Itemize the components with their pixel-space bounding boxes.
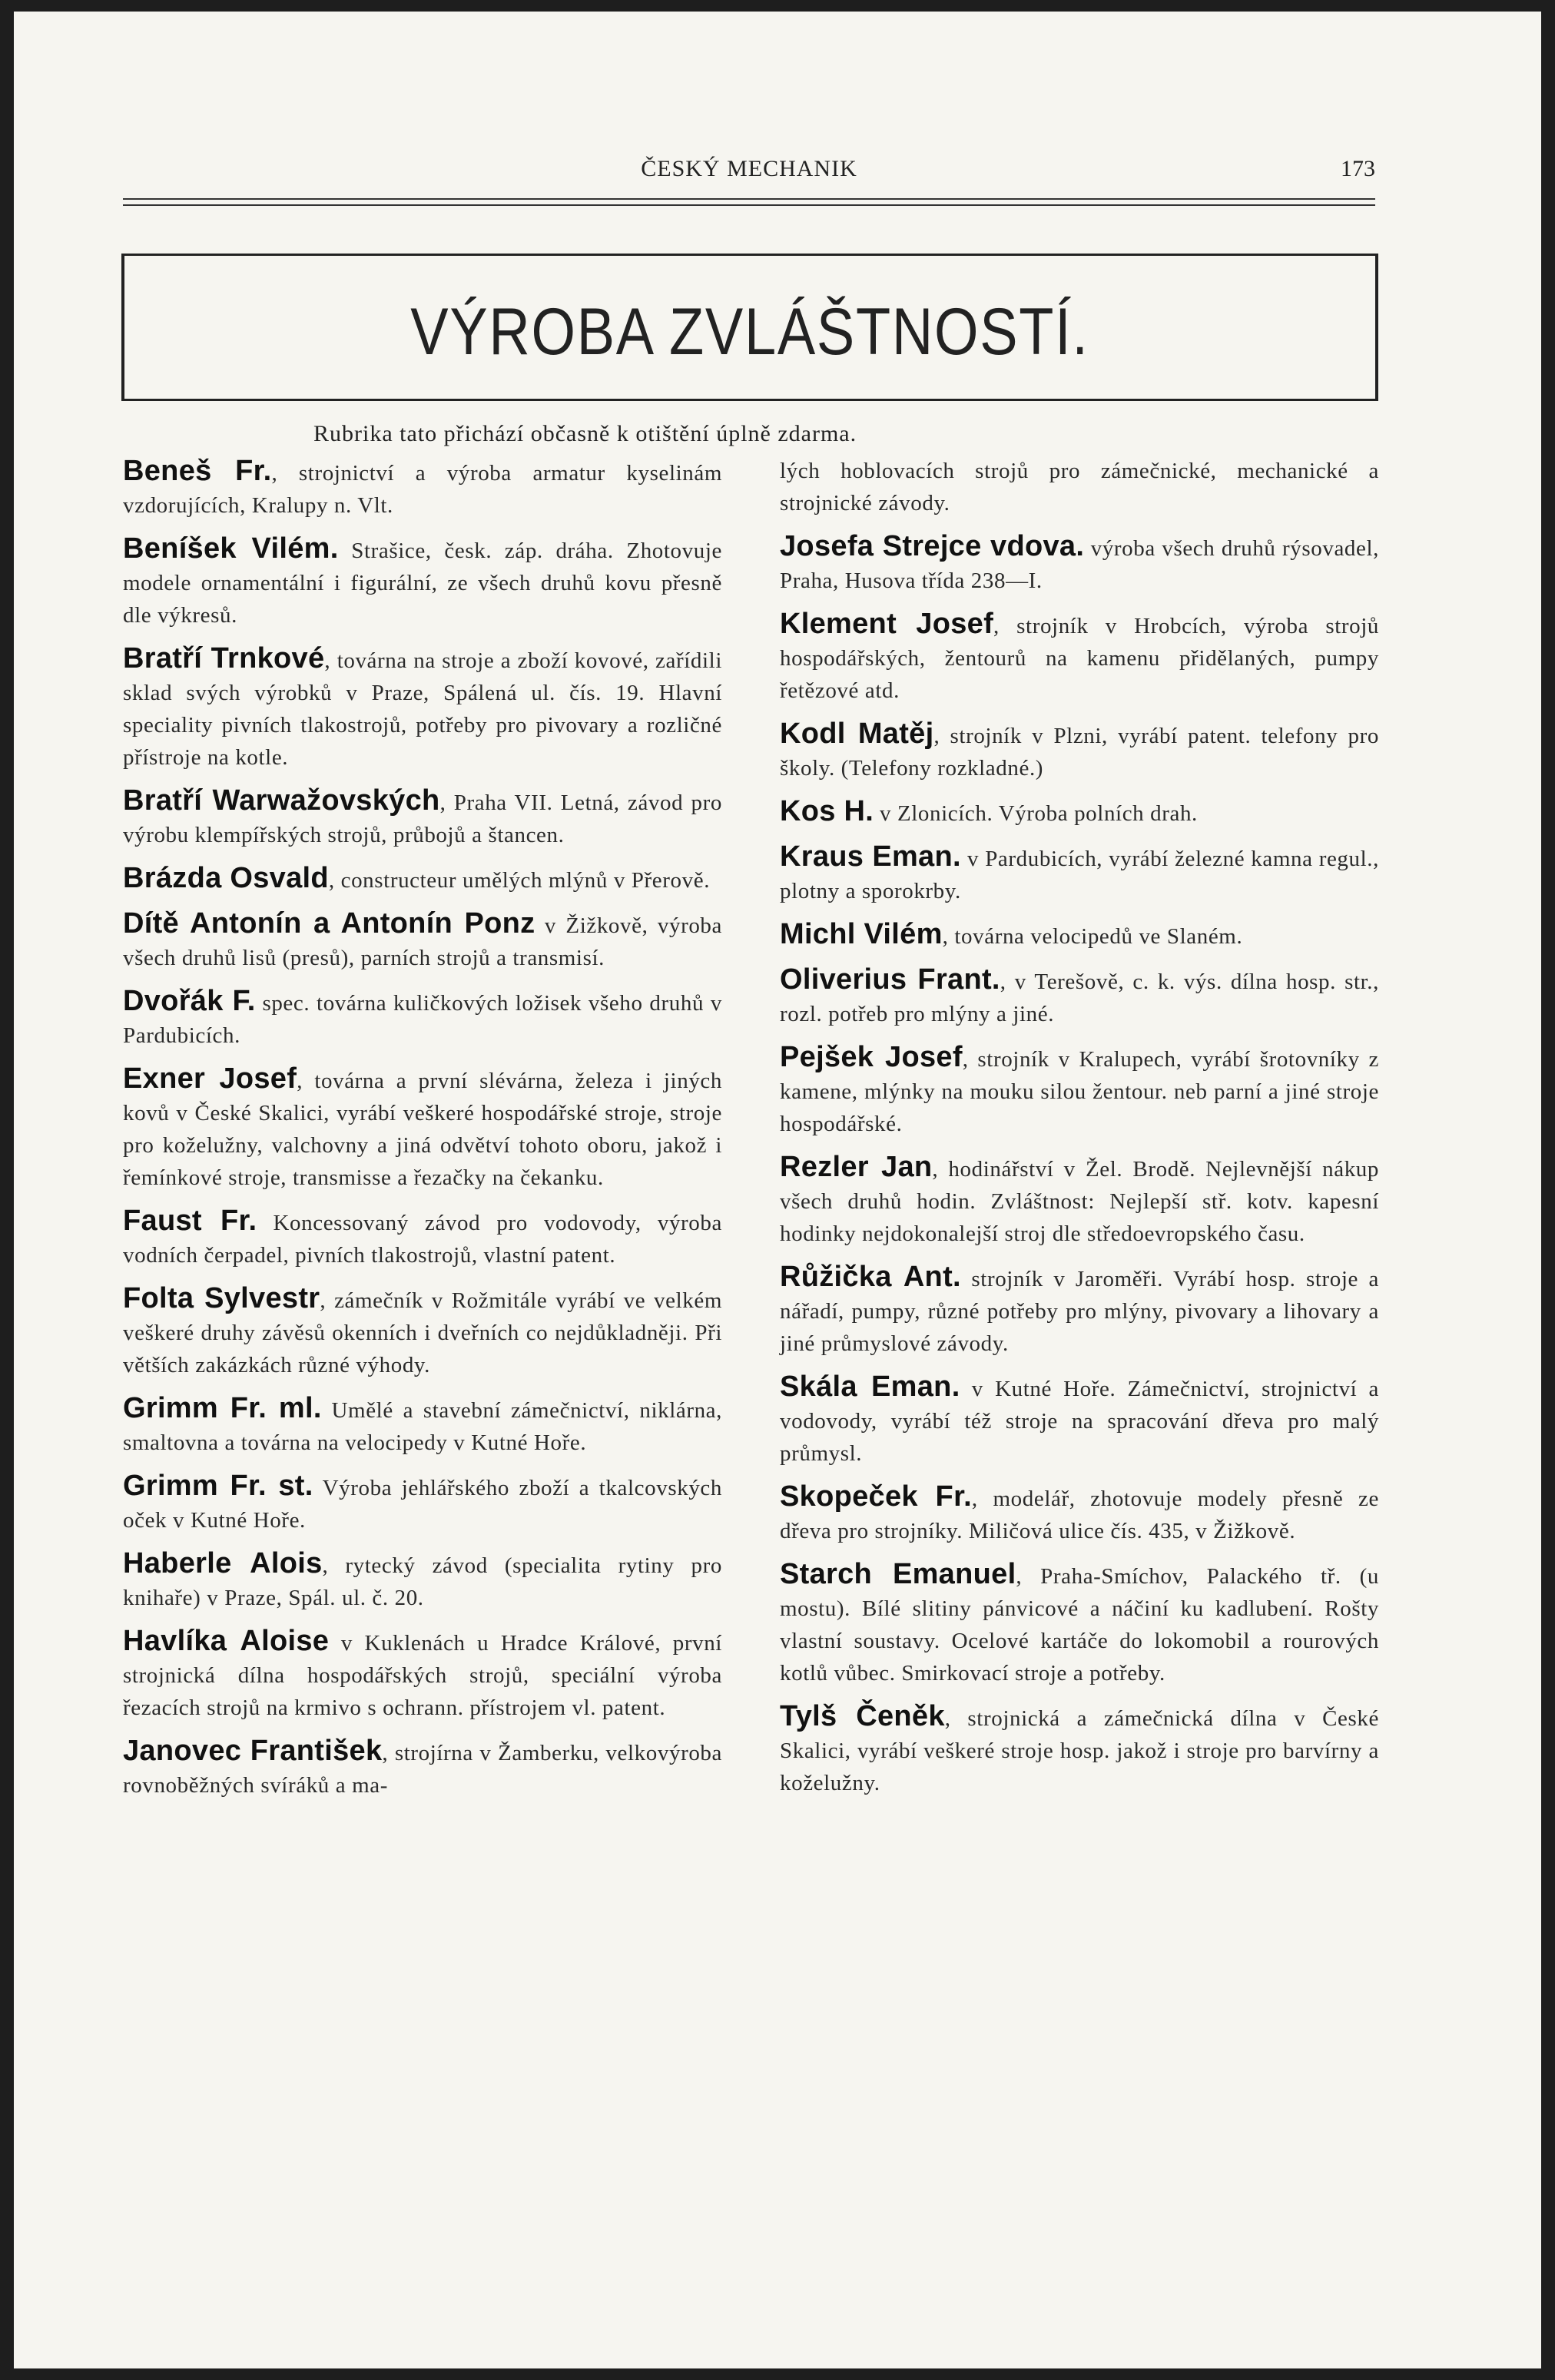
directory-entry xyxy=(780,1261,1379,1360)
page-number: 173 xyxy=(1341,156,1375,181)
entry-name: Oliverius Frant. xyxy=(780,963,1000,996)
entry-text: v Žižkově, výroba všech druhů lisů (presů), parních strojů a transmisí. xyxy=(123,913,722,970)
entry-text: , strojnictví a výroba armatur kyselinám vzdorujících, Kralupy n. Vlt. xyxy=(123,461,722,518)
entry-name: Kos H. xyxy=(780,795,874,827)
entry-name: Dvořák F. xyxy=(123,985,256,1017)
directory-entry xyxy=(780,963,1379,1030)
entry-name: Skopeček Fr. xyxy=(780,1480,972,1513)
running-title: ČESKÝ MECHANIK xyxy=(641,156,857,181)
entry-text: Strašice, česk. záp. dráha. Zhotovuje modele ornamentální i figurální, ze všech druhů kovu přesně dle výkresů. xyxy=(123,539,722,628)
entry-name: Janovec František xyxy=(123,1735,383,1767)
entry-name: Havlíka Aloise xyxy=(123,1625,330,1657)
left-column xyxy=(123,455,722,1812)
directory-entry xyxy=(123,985,722,1052)
entry-text: lých hoblovacích strojů pro zámečnické, mechanické a strojnické závody. xyxy=(780,459,1379,515)
directory-entry xyxy=(123,532,722,631)
directory-entry xyxy=(123,907,722,974)
entry-text: v Kuklenách u Hradce Králové, první strojnická dílna hospodářských strojů, speciální výroba řezacích strojů na krmivo s ochrann. přístrojem vl. patent. xyxy=(123,1631,723,1720)
entry-text: spec. továrna kuličkových ložisek všeho druhů v Pardubicích. xyxy=(123,991,722,1048)
entry-name: Faust Fr. xyxy=(123,1205,257,1237)
entry-text: , modelář, zhotovuje modely přesně ze dřeva pro strojníky. Miličová ulice čís. 435, v Žižkově. xyxy=(780,1487,1379,1543)
entry-name: Dítě Antonín a Antonín Ponz xyxy=(123,907,535,940)
directory-entry xyxy=(123,642,722,774)
intro-note: Rubrika tato přichází občasně k otištění úplně zdarma. xyxy=(313,421,857,446)
entry-text: , strojník v Hrobcích, výroba strojů hospodářských, žentourů na kamenu přidělaných, pumpy řetězové atd. xyxy=(780,614,1379,703)
directory-entry xyxy=(123,1205,722,1271)
directory-entry xyxy=(780,840,1379,907)
directory-entry xyxy=(123,1547,722,1614)
entry-name: Michl Vilém xyxy=(780,918,943,950)
entry-text: , Praha VII. Letná, závod pro výrobu klempířských strojů, průbojů a štancen. xyxy=(123,791,722,847)
directory-entry xyxy=(123,862,722,897)
directory-entry xyxy=(780,1041,1379,1140)
entry-name: Pejšek Josef xyxy=(780,1041,963,1073)
entry-text: , strojník v Plzni, vyrábí patent. telefony pro školy. (Telefony rozkladné.) xyxy=(780,724,1379,781)
entry-text: , hodinářství v Žel. Brodě. Nejlevnější nákup všech druhů hodin. Zvláštnost: Nejlepší stř. kotv. kapesní hodinky nejdokonalejší stroj dle středoevropského času. xyxy=(780,1157,1380,1246)
running-header xyxy=(123,150,1375,193)
entry-name: Beneš Fr. xyxy=(123,455,272,487)
right-column xyxy=(780,455,1379,1810)
entry-text: v Kutné Hoře. Zámečnictví, strojnictví a vodovody, vyrábí též stroje na spracování dřeva pro malý průmysl. xyxy=(780,1377,1380,1466)
entry-text: Umělé a stavební zámečnictví, niklárna, smaltovna a továrna na velocipedy v Kutné Hoře. xyxy=(123,1398,723,1455)
directory-entry xyxy=(123,1282,722,1381)
directory-entry xyxy=(780,530,1379,597)
directory-entry xyxy=(123,1625,722,1724)
entry-text: Koncessovaný závod pro vodovody, výroba vodních čerpadel, pivních tlakostrojů, vlastní patent. xyxy=(123,1211,722,1268)
entry-name: Starch Emanuel xyxy=(780,1558,1016,1590)
entry-text: v Zlonicích. Výroba polních drah. xyxy=(874,801,1198,826)
entry-text: , v Terešově, c. k. výs. dílna hosp. str., rozl. potřeb pro mlýny a jiné. xyxy=(780,970,1379,1026)
entry-name: Brázda Osvald xyxy=(123,862,329,894)
entry-name: Růžička Ant. xyxy=(780,1261,961,1293)
entry-name: Exner Josef xyxy=(123,1062,297,1095)
directory-entry xyxy=(780,608,1379,707)
entry-text: strojník v Jaroměři. Vyrábí hosp. stroje a nářadí, pumpy, různé potřeby pro mlýny, pivovary a lihovary a jiné průmyslové závody. xyxy=(780,1267,1379,1356)
directory-entry xyxy=(780,718,1379,784)
entry-text: výroba všech druhů rýsovadel, Praha, Husova třída 238—I. xyxy=(780,536,1379,593)
entry-name: Folta Sylvestr xyxy=(123,1282,320,1314)
directory-entry xyxy=(123,784,722,851)
entry-name: Skála Eman. xyxy=(780,1371,960,1403)
entry-name: Klement Josef xyxy=(780,608,994,640)
entry-name: Bratří Warwažovských xyxy=(123,784,440,817)
entry-text: , rytecký závod (specialita rytiny pro knihaře) v Praze, Spál. ul. č. 20. xyxy=(123,1553,722,1610)
entry-name: Haberle Alois xyxy=(123,1547,323,1579)
directory-entry xyxy=(780,455,1379,519)
entry-name: Josefa Strejce vdova. xyxy=(780,530,1085,562)
entry-text: , zámečník v Rožmitále vyrábí ve velkém veškeré druhy závěsů okenních i dveřních co nejdůkladněji. Při větších zakázkách různé výhody. xyxy=(123,1288,722,1377)
section-title-box xyxy=(121,254,1378,401)
directory-entry xyxy=(123,1735,722,1802)
directory-entry xyxy=(123,1062,722,1194)
entry-text: , továrna na stroje a zboží kovové, zařídili sklad svých výrobků v Praze, Spálená ul. čís. 19. Hlavní speciality pivních tlakostrojů, potřeby pro pivovary a rozličné přístroje na kotle. xyxy=(123,648,722,770)
directory-entry xyxy=(123,455,722,522)
entry-name: Beníšek Vilém. xyxy=(123,532,339,565)
directory-entry xyxy=(123,1392,722,1459)
entry-name: Rezler Jan xyxy=(780,1151,933,1183)
entry-text: , strojník v Kralupech, vyrábí šrotovníky z kamene, mlýnky na mouku silou žentour. neb parní a jiné stroje hospodářské. xyxy=(780,1047,1379,1136)
directory-entry xyxy=(123,1470,722,1536)
directory-entry xyxy=(780,1558,1379,1689)
entry-name: Grimm Fr. ml. xyxy=(123,1392,322,1424)
entry-text: , továrna velocipedů ve Slaném. xyxy=(942,924,1243,949)
header-rule xyxy=(123,198,1375,200)
directory-entry xyxy=(780,1151,1379,1250)
entry-text: , strojírna v Žamberku, velkovýroba rovnoběžných svíráků a ma- xyxy=(123,1741,722,1798)
section-title: VÝROBA ZVLÁŠTNOSTÍ. xyxy=(410,295,1089,369)
directory-entry xyxy=(780,1371,1379,1470)
entry-text: Výroba jehlářského zboží a tkalcovských oček v Kutné Hoře. xyxy=(123,1476,722,1533)
directory-entry xyxy=(780,795,1379,830)
entry-name: Grimm Fr. st. xyxy=(123,1470,313,1502)
entry-name: Tylš Čeněk xyxy=(780,1700,945,1732)
entry-name: Kraus Eman. xyxy=(780,840,961,873)
entry-text: , strojnická a zámečnická dílna v České Skalici, vyrábí veškeré stroje hosp. jakož i stroje pro barvírny a koželužny. xyxy=(780,1706,1379,1795)
directory-entry xyxy=(780,1700,1379,1799)
entry-text: v Pardubicích, vyrábí železné kamna regul., plotny a sporokrby. xyxy=(780,847,1379,903)
header-rule-double xyxy=(123,204,1375,206)
entry-text: , constructeur umělých mlýnů v Přerově. xyxy=(328,868,711,893)
directory-entry xyxy=(780,918,1379,953)
entry-text: , Praha-Smíchov, Palackého tř. (u mostu). Bílé slitiny pánvicové a náčiní ku kadlubení. Rošty vlastní soustavy. Ocelové kartáče do lokomobil a rourových kotlů vůbec. Smirkovací stroje a potřeby. xyxy=(780,1564,1379,1686)
entry-text: , továrna a první slévárna, železa i jiných kovů v České Skalici, vyrábí veškeré hospodářské stroje, stroje pro koželužny, valchovny a jiná odvětví tohoto oboru, jakož i řemínkové stroje, transmisse a řezačky na čekanku. xyxy=(123,1069,722,1190)
directory-entry xyxy=(780,1480,1379,1547)
entry-name: Kodl Matěj xyxy=(780,718,934,750)
entry-name: Bratří Trnkové xyxy=(123,642,325,675)
